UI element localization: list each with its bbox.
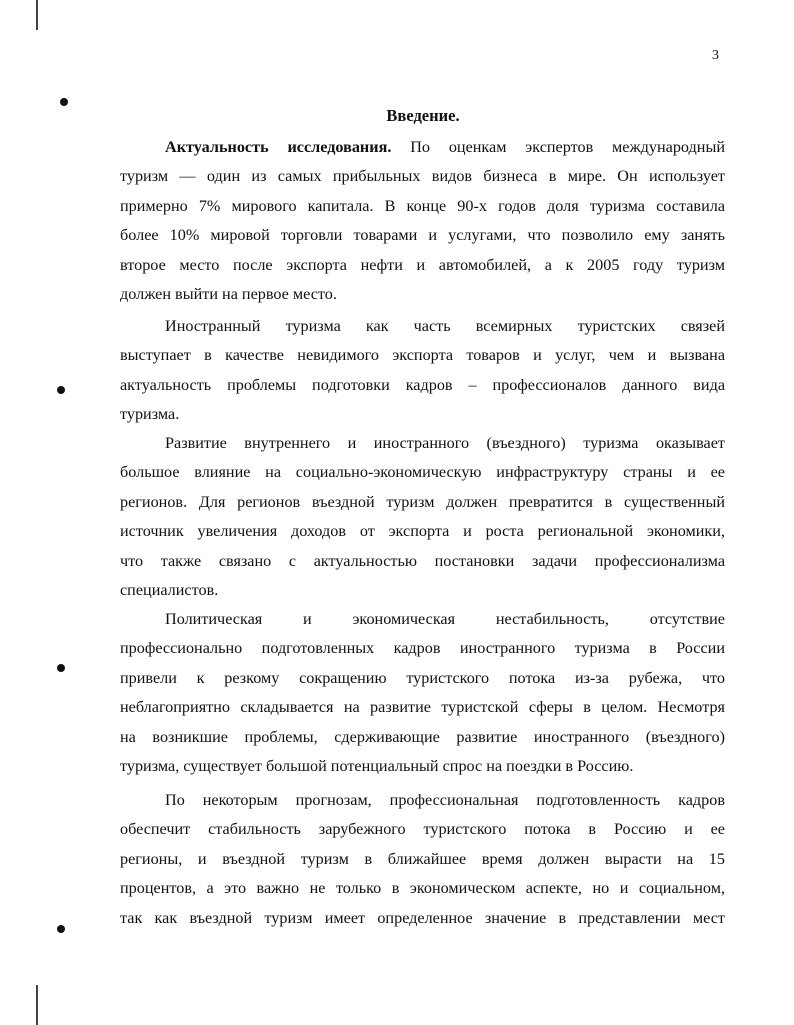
text-line: регионов. Для регионов въездной туризм должен превратится в существенный <box>120 492 725 511</box>
paragraph <box>120 429 725 605</box>
page-number: 3 <box>712 48 719 63</box>
text-line: актуальность проблемы подготовки кадров – профессионалов данного вида <box>120 375 725 394</box>
scan-edge-line <box>36 985 38 1025</box>
lead-phrase: Актуальность исследования. <box>165 138 392 156</box>
text-line: должен выйти на первое место. <box>120 284 337 303</box>
text-line: источник увеличения доходов от экспорта и роста региональной экономики, <box>120 522 725 541</box>
text-line: профессионально подготовленных кадров иностранного туризма в России <box>120 639 725 658</box>
text-line: выступает в качестве невидимого экспорта товаров и услуг, чем и вызвана <box>120 346 725 365</box>
text-line: неблагоприятно складывается на развитие туристской сферы в целом. Несмотря <box>120 698 725 717</box>
text-line: По некоторым прогнозам, профессиональная подготовленность кадров <box>165 791 725 809</box>
paragraph <box>120 312 725 430</box>
paragraph <box>120 786 725 933</box>
binder-hole-mark <box>60 98 68 106</box>
text-line: туризм — один из самых прибыльных видов бизнеса в мире. Он использует <box>120 167 725 186</box>
text-line: процентов, а это важно не только в экономическом аспекте, но и социальном, <box>120 879 725 898</box>
page-title: Введение. <box>386 106 460 125</box>
paragraph <box>120 605 725 781</box>
binder-hole-mark <box>57 386 65 394</box>
paragraph <box>120 133 725 309</box>
text-line: на возникшие проблемы, сдерживающие развитие иностранного (въездного) <box>120 727 725 746</box>
binder-hole-mark <box>57 925 65 933</box>
text-line: Развитие внутреннего и иностранного (въездного) туризма оказывает <box>165 434 725 452</box>
binder-hole-mark <box>57 664 65 672</box>
text-line: Политическая и экономическая нестабильность, отсутствие <box>165 610 725 628</box>
text-line: примерно 7% мирового капитала. В конце 90-х годов доля туризма составила <box>120 196 725 215</box>
text-line: большое влияние на социально-экономическую инфраструктуру страны и ее <box>120 463 725 482</box>
text-line: обеспечит стабильность зарубежного туристского потока в Россию и ее <box>120 820 725 839</box>
text-line: туризма, существует большой потенциальный спрос на поездки в Россию. <box>120 756 634 775</box>
text-line: второе место после экспорта нефти и автомобилей, а к 2005 году туризм <box>120 255 725 274</box>
text-line: Иностранный туризма как часть всемирных туристских связей <box>165 317 725 335</box>
text-line: более 10% мировой торговли товарами и услугами, что позволило ему занять <box>120 226 725 245</box>
text-line: специалистов. <box>120 580 219 599</box>
text-line: так как въездной туризм имеет определенное значение в представлении мест <box>120 908 725 927</box>
text-line: привели к резкому сокращению туристского потока из-за рубежа, что <box>120 668 725 687</box>
text-line: что также связано с актуальностью постановки задачи профессионализма <box>120 551 725 570</box>
text-line: Актуальность исследования. По оценкам экспертов международный <box>165 138 725 156</box>
text-line: туризма. <box>120 405 180 424</box>
scan-edge-line <box>36 0 38 30</box>
text-line: регионы, и въездной туризм в ближайшее время должен вырасти на 15 <box>120 849 725 868</box>
